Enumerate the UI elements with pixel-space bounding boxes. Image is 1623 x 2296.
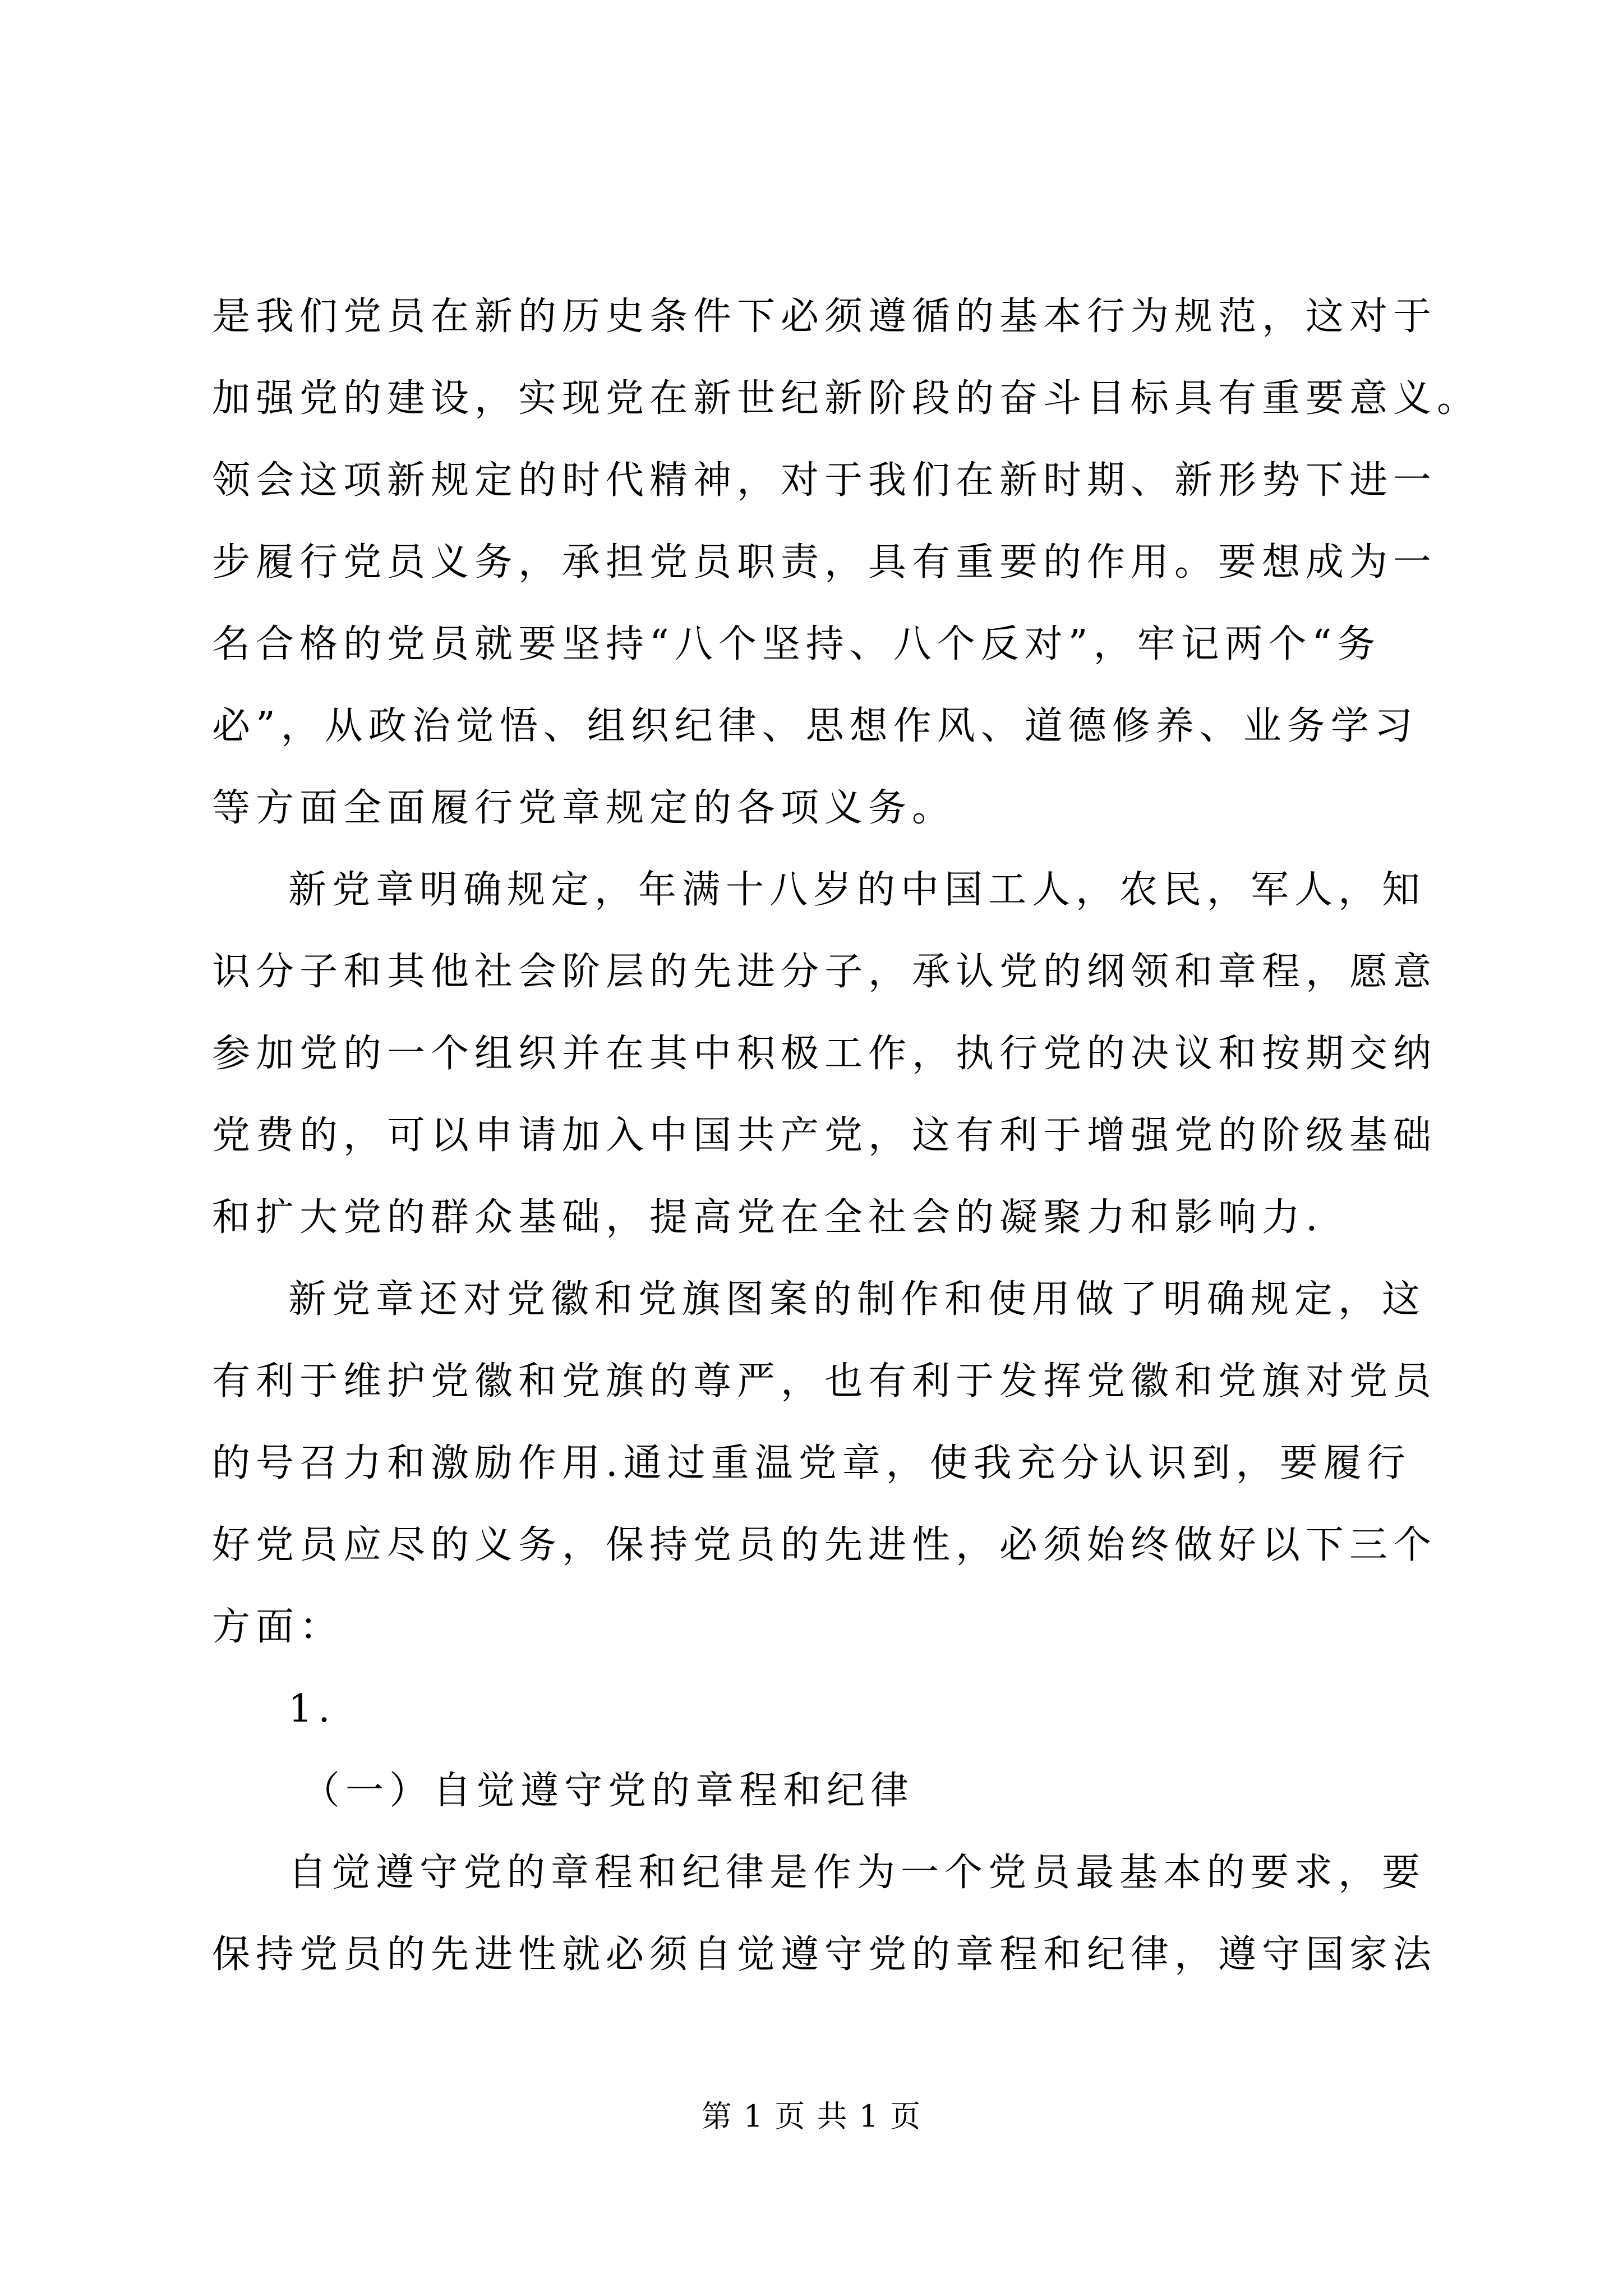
text-line: 必”，从政治觉悟、组织纪律、思想作风、道德修养、业务学习: [212, 704, 1418, 748]
text-line: 等方面全面履行党章规定的各项义务。: [212, 786, 956, 830]
text-line: 和扩大党的群众基础，提高党在全社会的凝聚力和影响力.: [212, 1195, 1324, 1240]
text-line: 保持党员的先进性就必须自觉遵守党的章程和纪律，遵守国家法: [212, 1932, 1437, 1977]
text-line: 有利于维护党徽和党旗的尊严，也有利于发挥党徽和党旗对党员: [212, 1359, 1437, 1404]
text-line: 步履行党员义务，承担党员职责，具有重要的作用。要想成为一: [212, 540, 1437, 585]
page-number-footer: 第 1 页 共 1 页: [701, 2099, 922, 2134]
text-line: 好党员应尽的义务，保持党员的先进性，必须始终做好以下三个: [212, 1523, 1437, 1567]
text-line: 识分子和其他社会阶层的先进分子，承认党的纲领和章程，愿意: [212, 950, 1437, 994]
paragraph-first-line: 自觉遵守党的章程和纪律是作为一个党员最基本的要求，要: [288, 1851, 1426, 1895]
text-line: 的号召力和激励作用.通过重温党章，使我充分认识到，要履行: [212, 1441, 1411, 1485]
text-line: 参加党的一个组织并在其中积极工作，执行党的决议和按期交纳: [212, 1032, 1437, 1076]
text-line: 是我们党员在新的历史条件下必须遵循的基本行为规范，这对于: [212, 295, 1437, 339]
text-line: 党费的，可以申请加入中国共产党，这有利于增强党的阶级基础: [212, 1114, 1437, 1158]
text-line: 领会这项新规定的时代精神，对于我们在新时期、新形势下进一: [212, 458, 1437, 503]
text-line: 名合格的党员就要坚持“八个坚持、八个反对”，牢记两个“务: [212, 622, 1381, 666]
text-line: 加强党的建设，实现党在新世纪新阶段的奋斗目标具有重要意义。: [212, 376, 1481, 421]
paragraph-first-line: 新党章还对党徽和党旗图案的制作和使用做了明确规定，这: [288, 1277, 1426, 1322]
paragraph-first-line: 新党章明确规定，年满十八岁的中国工人，农民，军人，知: [288, 868, 1426, 912]
section-heading: （一）自觉遵守党的章程和纪律: [302, 1769, 915, 1813]
list-number: 1.: [288, 1687, 336, 1731]
text-line: 方面：: [212, 1605, 344, 1649]
